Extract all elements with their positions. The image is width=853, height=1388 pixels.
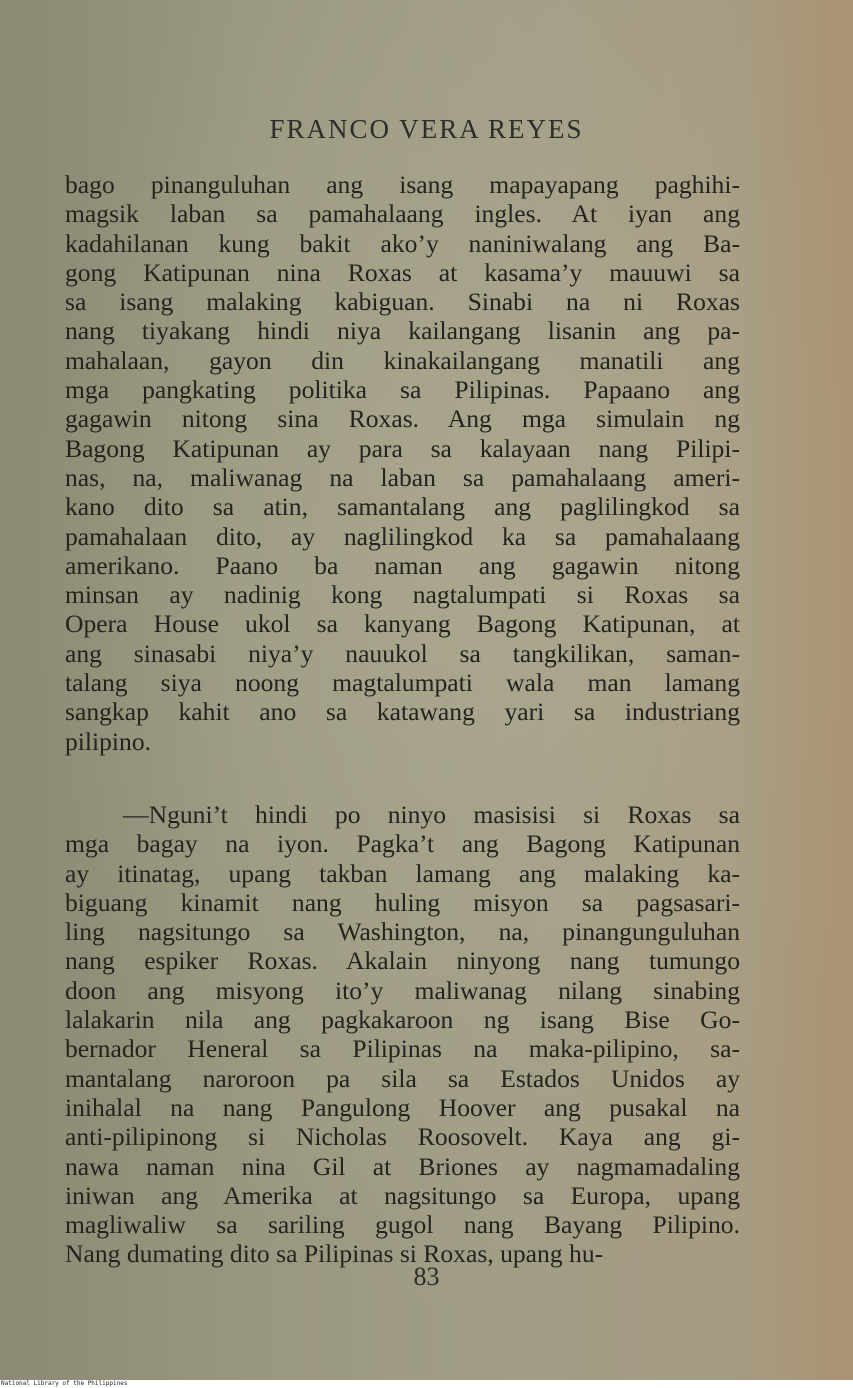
text-line: talang siya noong magtalumpati wala man lamang	[65, 668, 740, 698]
text-line: minsan ay nadinig kong nagtalumpati si Roxas sa	[65, 580, 740, 610]
text-line: Nang dumating dito sa Pilipinas si Roxas, upang hu-	[65, 1239, 604, 1269]
text-line: magsik laban sa pamahalaang ingles. At iyan ang	[65, 199, 740, 229]
text-line: magliwaliw sa sariling gugol nang Bayang Pilipino.	[65, 1210, 740, 1240]
text-line: sa isang malaking kabiguan. Sinabi na ni Roxas	[65, 287, 740, 317]
text-line: gong Katipunan nina Roxas at kasama’y mauuwi sa	[65, 257, 740, 287]
text-line: nawa naman nina Gil at Briones ay nagmamadaling	[65, 1151, 740, 1181]
text-line: kano dito sa atin, samantalang ang paglilingkod sa	[65, 492, 740, 522]
text-line: kadahilanan kung bakit ako’y naniniwalang ang Ba-	[65, 228, 740, 258]
text-line: —Nguni’t hindi po ninyo masisisi si Roxas sa	[123, 799, 740, 829]
text-line: bernador Heneral sa Pilipinas na maka-pilipino, sa-	[65, 1034, 740, 1064]
text-line: anti-pilipinong si Nicholas Roosovelt. Kaya ang gi-	[65, 1122, 740, 1152]
text-line: pilipino.	[65, 726, 152, 756]
text-line: ling nagsitungo sa Washington, na, pinangunguluhan	[65, 917, 740, 947]
text-line: Bagong Katipunan ay para sa kalayaan nang Pilipi-	[65, 433, 740, 463]
text-line: lalakarin nila ang pagkakaroon ng isang Bise Go-	[65, 1005, 740, 1035]
text-line: inihalal na nang Pangulong Hoover ang pusakal na	[65, 1092, 740, 1122]
text-line: mga pangkating politika sa Pilipinas. Papaano ang	[65, 375, 740, 405]
footer-strip	[0, 1380, 853, 1388]
text-line: mga bagay na iyon. Pagka’t ang Bagong Katipunan	[65, 829, 740, 859]
page-number: 83	[413, 1262, 440, 1291]
paragraph-2	[65, 800, 740, 1269]
text-line: pamahalaan dito, ay naglilingkod ka sa pamahalaang	[65, 521, 740, 551]
text-line: iniwan ang Amerika at nagsitungo sa Europa, upang	[65, 1180, 740, 1210]
text-line: nas, na, maliwanag na laban sa pamahalaang ameri-	[65, 462, 740, 492]
text-line: amerikano. Paano ba naman ang gagawin nitong	[65, 550, 740, 580]
running-header-title: FRANCO VERA REYES	[269, 114, 584, 144]
library-credit: National Library of the Philippines	[1, 1380, 128, 1387]
body-text	[65, 170, 740, 1269]
paragraph-gap	[65, 756, 740, 800]
text-line: nang tiyakang hindi niya kailangang lisanin ang pa-	[65, 316, 740, 346]
text-line: doon ang misyong ito’y maliwanag nilang sinabing	[65, 975, 740, 1005]
text-line: mantalang naroroon pa sila sa Estados Unidos ay	[65, 1063, 740, 1093]
text-line: ang sinasabi niya’y nauukol sa tangkilikan, saman-	[65, 638, 740, 668]
text-line: gagawin nitong sina Roxas. Ang mga simulain ng	[65, 404, 740, 434]
text-line: nang espiker Roxas. Akalain ninyong nang tumungo	[65, 946, 740, 976]
text-line: mahalaan, gayon din kinakailangang manatili ang	[65, 345, 740, 375]
text-line: ay itinatag, upang takban lamang ang malaking ka-	[65, 858, 740, 888]
text-line: bago pinanguluhan ang isang mapayapang paghihi-	[65, 170, 740, 199]
text-line: Opera House ukol sa kanyang Bagong Katipunan, at	[65, 609, 740, 639]
text-line: sangkap kahit ano sa katawang yari sa industriang	[65, 697, 740, 727]
paragraph-1	[65, 170, 740, 756]
text-line: biguang kinamit nang huling misyon sa pagsasari-	[65, 887, 740, 917]
